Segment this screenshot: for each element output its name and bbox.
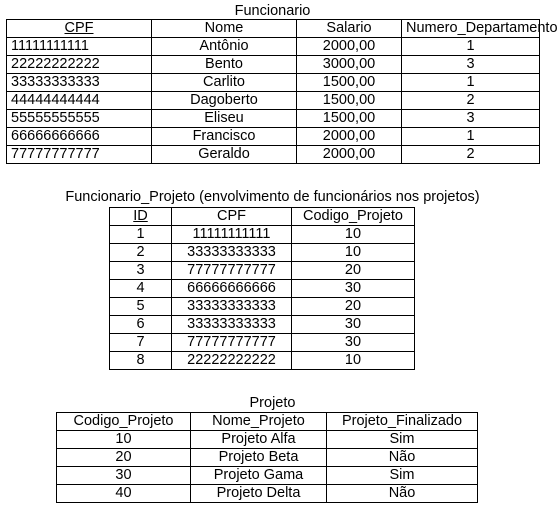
table-row — [110, 280, 415, 298]
cell-departamento: 3 — [402, 110, 540, 128]
cell-codigo-projeto: 10 — [292, 226, 415, 244]
table-row — [7, 74, 540, 92]
table-row — [7, 128, 540, 146]
cell-codigo-projeto: 10 — [57, 431, 191, 449]
cell-nome: Bento — [152, 56, 297, 74]
projeto-table — [56, 412, 478, 503]
table-row — [110, 352, 415, 370]
table-row — [110, 244, 415, 262]
cell-departamento: 3 — [402, 56, 540, 74]
cell-codigo-projeto: 30 — [292, 280, 415, 298]
table-header-row — [57, 413, 478, 431]
cell-nome-projeto: Projeto Delta — [191, 485, 327, 503]
table-row — [7, 38, 540, 56]
cell-cpf: 66666666666 — [172, 280, 292, 298]
cell-nome: Carlito — [152, 74, 297, 92]
cell-codigo-projeto: 20 — [57, 449, 191, 467]
cell-id: 2 — [110, 244, 172, 262]
cell-salario: 1500,00 — [297, 92, 402, 110]
cell-nome-projeto: Projeto Alfa — [191, 431, 327, 449]
cell-projeto-finalizado: Sim — [327, 431, 478, 449]
cell-codigo-projeto: 10 — [292, 352, 415, 370]
cell-nome: Geraldo — [152, 146, 297, 164]
cell-salario: 1500,00 — [297, 74, 402, 92]
table-row — [57, 467, 478, 485]
column-header-salario: Salario — [297, 20, 402, 38]
column-header-codigo-projeto: Codigo_Projeto — [57, 413, 191, 431]
cell-projeto-finalizado: Não — [327, 449, 478, 467]
column-header-cpf: CPF — [172, 208, 292, 226]
funcionario-projeto-title: Funcionario_Projeto (envolvimento de funcionários nos projetos) — [65, 189, 480, 205]
cell-codigo-projeto: 30 — [292, 316, 415, 334]
cell-salario: 2000,00 — [297, 146, 402, 164]
table-row — [57, 485, 478, 503]
projeto-title: Projeto — [249, 395, 296, 411]
cell-cpf: 33333333333 — [7, 74, 152, 92]
cell-codigo-projeto: 30 — [292, 334, 415, 352]
cell-departamento: 2 — [402, 146, 540, 164]
table-row — [110, 226, 415, 244]
cell-id: 8 — [110, 352, 172, 370]
cell-id: 4 — [110, 280, 172, 298]
column-header-numero-departamento: Numero_Departamento — [402, 20, 540, 38]
cell-cpf: 55555555555 — [7, 110, 152, 128]
table-row — [110, 262, 415, 280]
table-row — [7, 146, 540, 164]
cell-nome-projeto: Projeto Beta — [191, 449, 327, 467]
cell-salario: 2000,00 — [297, 128, 402, 146]
cell-projeto-finalizado: Não — [327, 485, 478, 503]
cell-codigo-projeto: 20 — [292, 298, 415, 316]
cell-codigo-projeto: 20 — [292, 262, 415, 280]
cell-nome: Dagoberto — [152, 92, 297, 110]
column-header-codigo-projeto: Codigo_Projeto — [292, 208, 415, 226]
cell-departamento: 1 — [402, 74, 540, 92]
table-row — [7, 56, 540, 74]
cell-departamento: 1 — [402, 128, 540, 146]
cell-cpf: 77777777777 — [172, 334, 292, 352]
cell-id: 6 — [110, 316, 172, 334]
cell-nome: Antônio — [152, 38, 297, 56]
cell-id: 7 — [110, 334, 172, 352]
table-row — [110, 334, 415, 352]
column-header-nome: Nome — [152, 20, 297, 38]
cell-cpf: 11111111111 — [172, 226, 292, 244]
cell-salario: 1500,00 — [297, 110, 402, 128]
table-header-row — [110, 208, 415, 226]
cell-cpf: 33333333333 — [172, 244, 292, 262]
cell-id: 1 — [110, 226, 172, 244]
column-header-id: ID — [110, 208, 172, 226]
cell-salario: 3000,00 — [297, 56, 402, 74]
table-header-row — [7, 20, 540, 38]
cell-cpf: 33333333333 — [172, 298, 292, 316]
cell-codigo-projeto: 40 — [57, 485, 191, 503]
table-row — [57, 449, 478, 467]
cell-cpf: 11111111111 — [7, 38, 152, 56]
table-row — [57, 431, 478, 449]
funcionario-table — [6, 19, 558, 164]
cell-cpf: 22222222222 — [7, 56, 152, 74]
column-header-nome-projeto: Nome_Projeto — [191, 413, 327, 431]
column-header-projeto-finalizado: Projeto_Finalizado — [327, 413, 478, 431]
cell-departamento: 2 — [402, 92, 540, 110]
table-row — [7, 92, 540, 110]
cell-id: 3 — [110, 262, 172, 280]
cell-nome: Francisco — [152, 128, 297, 146]
cell-departamento: 1 — [402, 38, 540, 56]
cell-nome-projeto: Projeto Gama — [191, 467, 327, 485]
table-row — [7, 110, 540, 128]
cell-cpf: 33333333333 — [172, 316, 292, 334]
cell-cpf: 77777777777 — [172, 262, 292, 280]
cell-cpf: 44444444444 — [7, 92, 152, 110]
cell-cpf: 77777777777 — [7, 146, 152, 164]
funcionario-projeto-table — [109, 207, 415, 370]
cell-codigo-projeto: 10 — [292, 244, 415, 262]
cell-id: 5 — [110, 298, 172, 316]
cell-cpf: 66666666666 — [7, 128, 152, 146]
cell-salario: 2000,00 — [297, 38, 402, 56]
cell-nome: Eliseu — [152, 110, 297, 128]
column-header-cpf: CPF — [7, 20, 152, 38]
funcionario-title: Funcionario — [234, 3, 311, 19]
cell-projeto-finalizado: Sim — [327, 467, 478, 485]
cell-cpf: 22222222222 — [172, 352, 292, 370]
table-row — [110, 298, 415, 316]
table-row — [110, 316, 415, 334]
cell-codigo-projeto: 30 — [57, 467, 191, 485]
